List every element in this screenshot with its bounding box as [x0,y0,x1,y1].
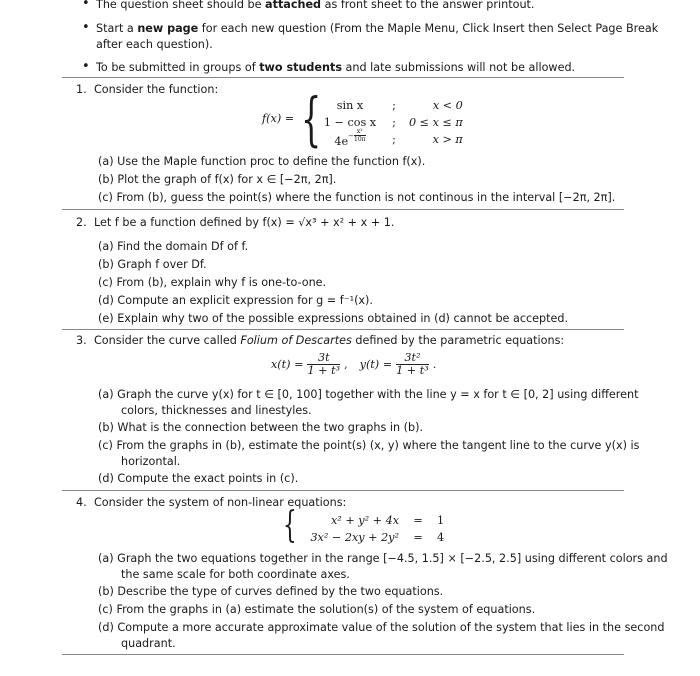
q3-part-b: (b) What is the connection between the two graphs in (b). [98,421,424,434]
divider [62,490,624,491]
case-row: $4e^{- \frac{\text{x²}}{10\pi}}$ ; x > π [334,128,463,149]
divider [62,329,624,330]
q3-part-d: (d) Compute the exact points in (c). [98,472,299,485]
bullet-2-cont: after each question). [96,38,213,51]
q4-part-a-cont: the same scale for both coordinate axes. [121,568,350,581]
q4-text: Consider the system of non-linear equations: [94,496,347,509]
divider [62,654,624,655]
equation-row: x² + y² + 4x = 1 [331,514,445,527]
q3-text: Consider the curve called Folium of Descartes defined by the parametric equations: [94,334,565,347]
divider [62,77,624,78]
q1-part-a: (a) Use the Maple function proc to define the function f(x). [98,155,426,168]
case-row: 1 − cos x ; 0 ≤ x ≤ π [323,116,463,129]
q3-part-c: (c) From the graphs in (b), estimate the point(s) (x, y) where the tangent line to the curve y(x) is [98,439,640,452]
bullet-icon: • [82,59,90,74]
left-brace-icon: { [301,85,322,153]
q1-part-b: (b) Plot the graph of f(x) for x ∈ [−2π, 2π]. [98,173,337,186]
case-row: sin x ; x < 0 [336,99,463,112]
q2-part-c: (c) From (b), explain why f is one-to-one. [98,276,327,289]
bullet-icon: • [82,0,90,11]
q4-part-a: (a) Graph the two equations together in the range [−4.5, 1.5] × [−2.5, 2.5] using different colors and [98,552,668,565]
q1-text: Consider the function: [94,83,219,96]
q2-part-a: (a) Find the domain Df of f. [98,240,249,253]
bullet-3: To be submitted in groups of two students and late submissions will not be allowed. [96,61,576,74]
bullet-1: The question sheet should be attached as front sheet to the answer printout. [96,0,535,11]
q3-part-a: (a) Graph the curve y(x) for t ∈ [0, 100] together with the line y = x for t ∈ [0, 2] using different [98,388,639,401]
q1-piecewise [318,97,466,148]
equation-row: 3x² − 2xy + 2y² = 4 [310,531,445,544]
q4-part-c: (c) From the graphs in (a) estimate the solution(s) of the system of equations. [98,603,536,616]
q1-number: 1. [76,83,87,96]
q4-system [300,512,447,546]
q2-part-b: (b) Graph f over Df. [98,258,207,271]
q3-part-c-cont: horizontal. [121,455,181,468]
q4-part-b: (b) Describe the type of curves defined by the two equations. [98,585,444,598]
q3-parametric: x(t) = $\frac{3t}{\text{1 + t³}}$ , y(t) = $\frac{\text{3t²}}{\text{1 + t³}}$ . [271,351,437,377]
divider [62,209,624,210]
q4-part-d-cont: quadrant. [121,637,176,650]
left-brace-icon: { [283,505,297,546]
q4-number: 4. [76,496,87,509]
bullet-2: Start a new page for each new question (From the Maple Menu, Click Insert then Select Page Break [96,22,659,35]
q2-part-e: (e) Explain why two of the possible expressions obtained in (d) cannot be accepted. [98,312,569,325]
q2-part-d: (d) Compute an explicit expression for g = f⁻¹(x). [98,294,373,307]
q2-text: Let f be a function defined by f(x) = √x³ + x² + x + 1. [94,216,395,229]
q1-part-c: (c) From (b), guess the point(s) where the function is not continous in the interval [−2π, 2π]. [98,191,616,204]
q4-part-d: (d) Compute a more accurate approximate value of the solution of the system that lies in the second [98,621,665,634]
q1-function-lhs: f(x) = [262,112,295,125]
q3-part-a-cont: colors, thicknesses and linestyles. [121,404,312,417]
q3-number: 3. [76,334,87,347]
q2-number: 2. [76,216,87,229]
bullet-icon: • [82,20,90,35]
